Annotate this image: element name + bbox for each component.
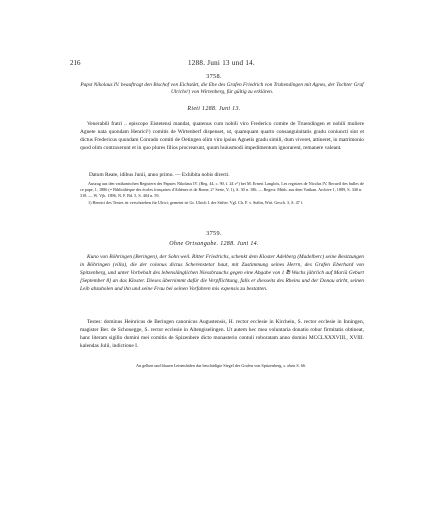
document-number: 3759. [206,230,222,237]
document-summary: Papst Nikolaus IV. beauftragt den Bischof von Eichstätt, die Ehe des Grafen Friedrich von Truhendingen mit Agnes, der Tochter Graf Ulrichs¹) von Wirtenberg, für gültig zu erklären. [80,82,364,96]
running-title: 1288. Juni 13 und 14. [188,59,255,67]
seal-note: An gelben und blauen Leinenfäden das beschädigte Siegel des Grafen von Spitzenberg, s. oben S. 66. [135,363,307,368]
datum-line: Datum Reate, idibus Junii, anno primo. — Exhibita nobis directi. [89,172,230,178]
page-number: 216 [70,59,81,67]
document-text: Venerabili fratri .. episcopo Eistetensi mandat, quatenus cum nobili viro Frederico comite de Truendingen et nobili muliere Agnete nata quondam Henrici¹) comitis de Wirtenberf dispenset, ut, quamquam quarto consanguinitatis gradu coniuncti sint et dictus Fredericus quondam Conrado comiti de Oetingen olim viro ipsius Agnetis gradu simili, dum viveret, attineret, in matrimonio quod olim contraxerunt et in quo plures filios procrearunt, quum huiusmodi impedimentum ignorarent, remanere valeant. [80,121,364,152]
document-summary: Kuno von Böhringen (Beringen), der Sohn weil. Ritter Friedrichs, schenkt dem Kloster Adelberg (Madelberc) seine Besitzungen in Böhringen (villa), die der colonus dictus Scherenstetar baut, mit Zustimmung seines Herrn, des Grafen Eberhard von Spitzenberg, und unter Vorbehalt des lebenslänglichen Niessbrauchs gegen eine Abgabe von 1 ℔ Wachs jährlich auf Mariä Geburt [September 8] an das Kloster. Dieses übernimmt dafür die Verpflichtung, falls er diesseits des Rheins und der Donau stirbt, seinen Leib abzuholen und ihn und seine Frau bei seinen Vorfahren mis expensis zu bestatten. [80,254,364,293]
footnote: 1) Henrici des Textes ist verschrieben für Ulrici; gemeint ist Gr. Ulrich I. der Stifter. Vgl. Ch. F. v. Stälin, Wirt. Gesch. 3, S. 47 f. [88,200,304,205]
edition-note: Auszug aus den vatikanischen Registern des Papstes Nikolaus IV. (Reg. 44, c. 90, f. 24 v°) bei M. Ernest Langlois, Les registres de Nicolas IV, Recueil des bulles de ce pape, 1, 1886 (= Bibliothèque des écoles françaises d'Athènes et de Rome, 2° Serie, V, 1), S. 30 n. 186. — Regest: Mitth. aus dem Vatikan. Archive 1, 1889, S. 340 n. 318. — W. Vjh. 1896, N. F. Bd. 5, S. 404 n. 59. [80,181,364,199]
document-text: Testes: dominus Heinricus de Beringen canonicus Augustensis, H. rector ecclesie in Kirchein, S. rector ecclesie in Inningen, magister Ber. de Schonegge, S. rector ecclesie in Altengiselingen. Ut autem hec mea voluntaria donatio robur firmitatis obtineat, hanc literam sigillo domini mei comitis de Spizenbere dicto monasterio contuli roboratam anno domini MCCLXXXVIII., XVIII. kalendas Julii, indictione I. [80,319,364,350]
place-date: Rieti 1288. Juni 13. [187,106,241,112]
place-date: Ohne Ortsangabe. 1288. Juni 14. [169,241,259,247]
document-number: 3758. [206,73,222,80]
page-header [70,58,372,68]
